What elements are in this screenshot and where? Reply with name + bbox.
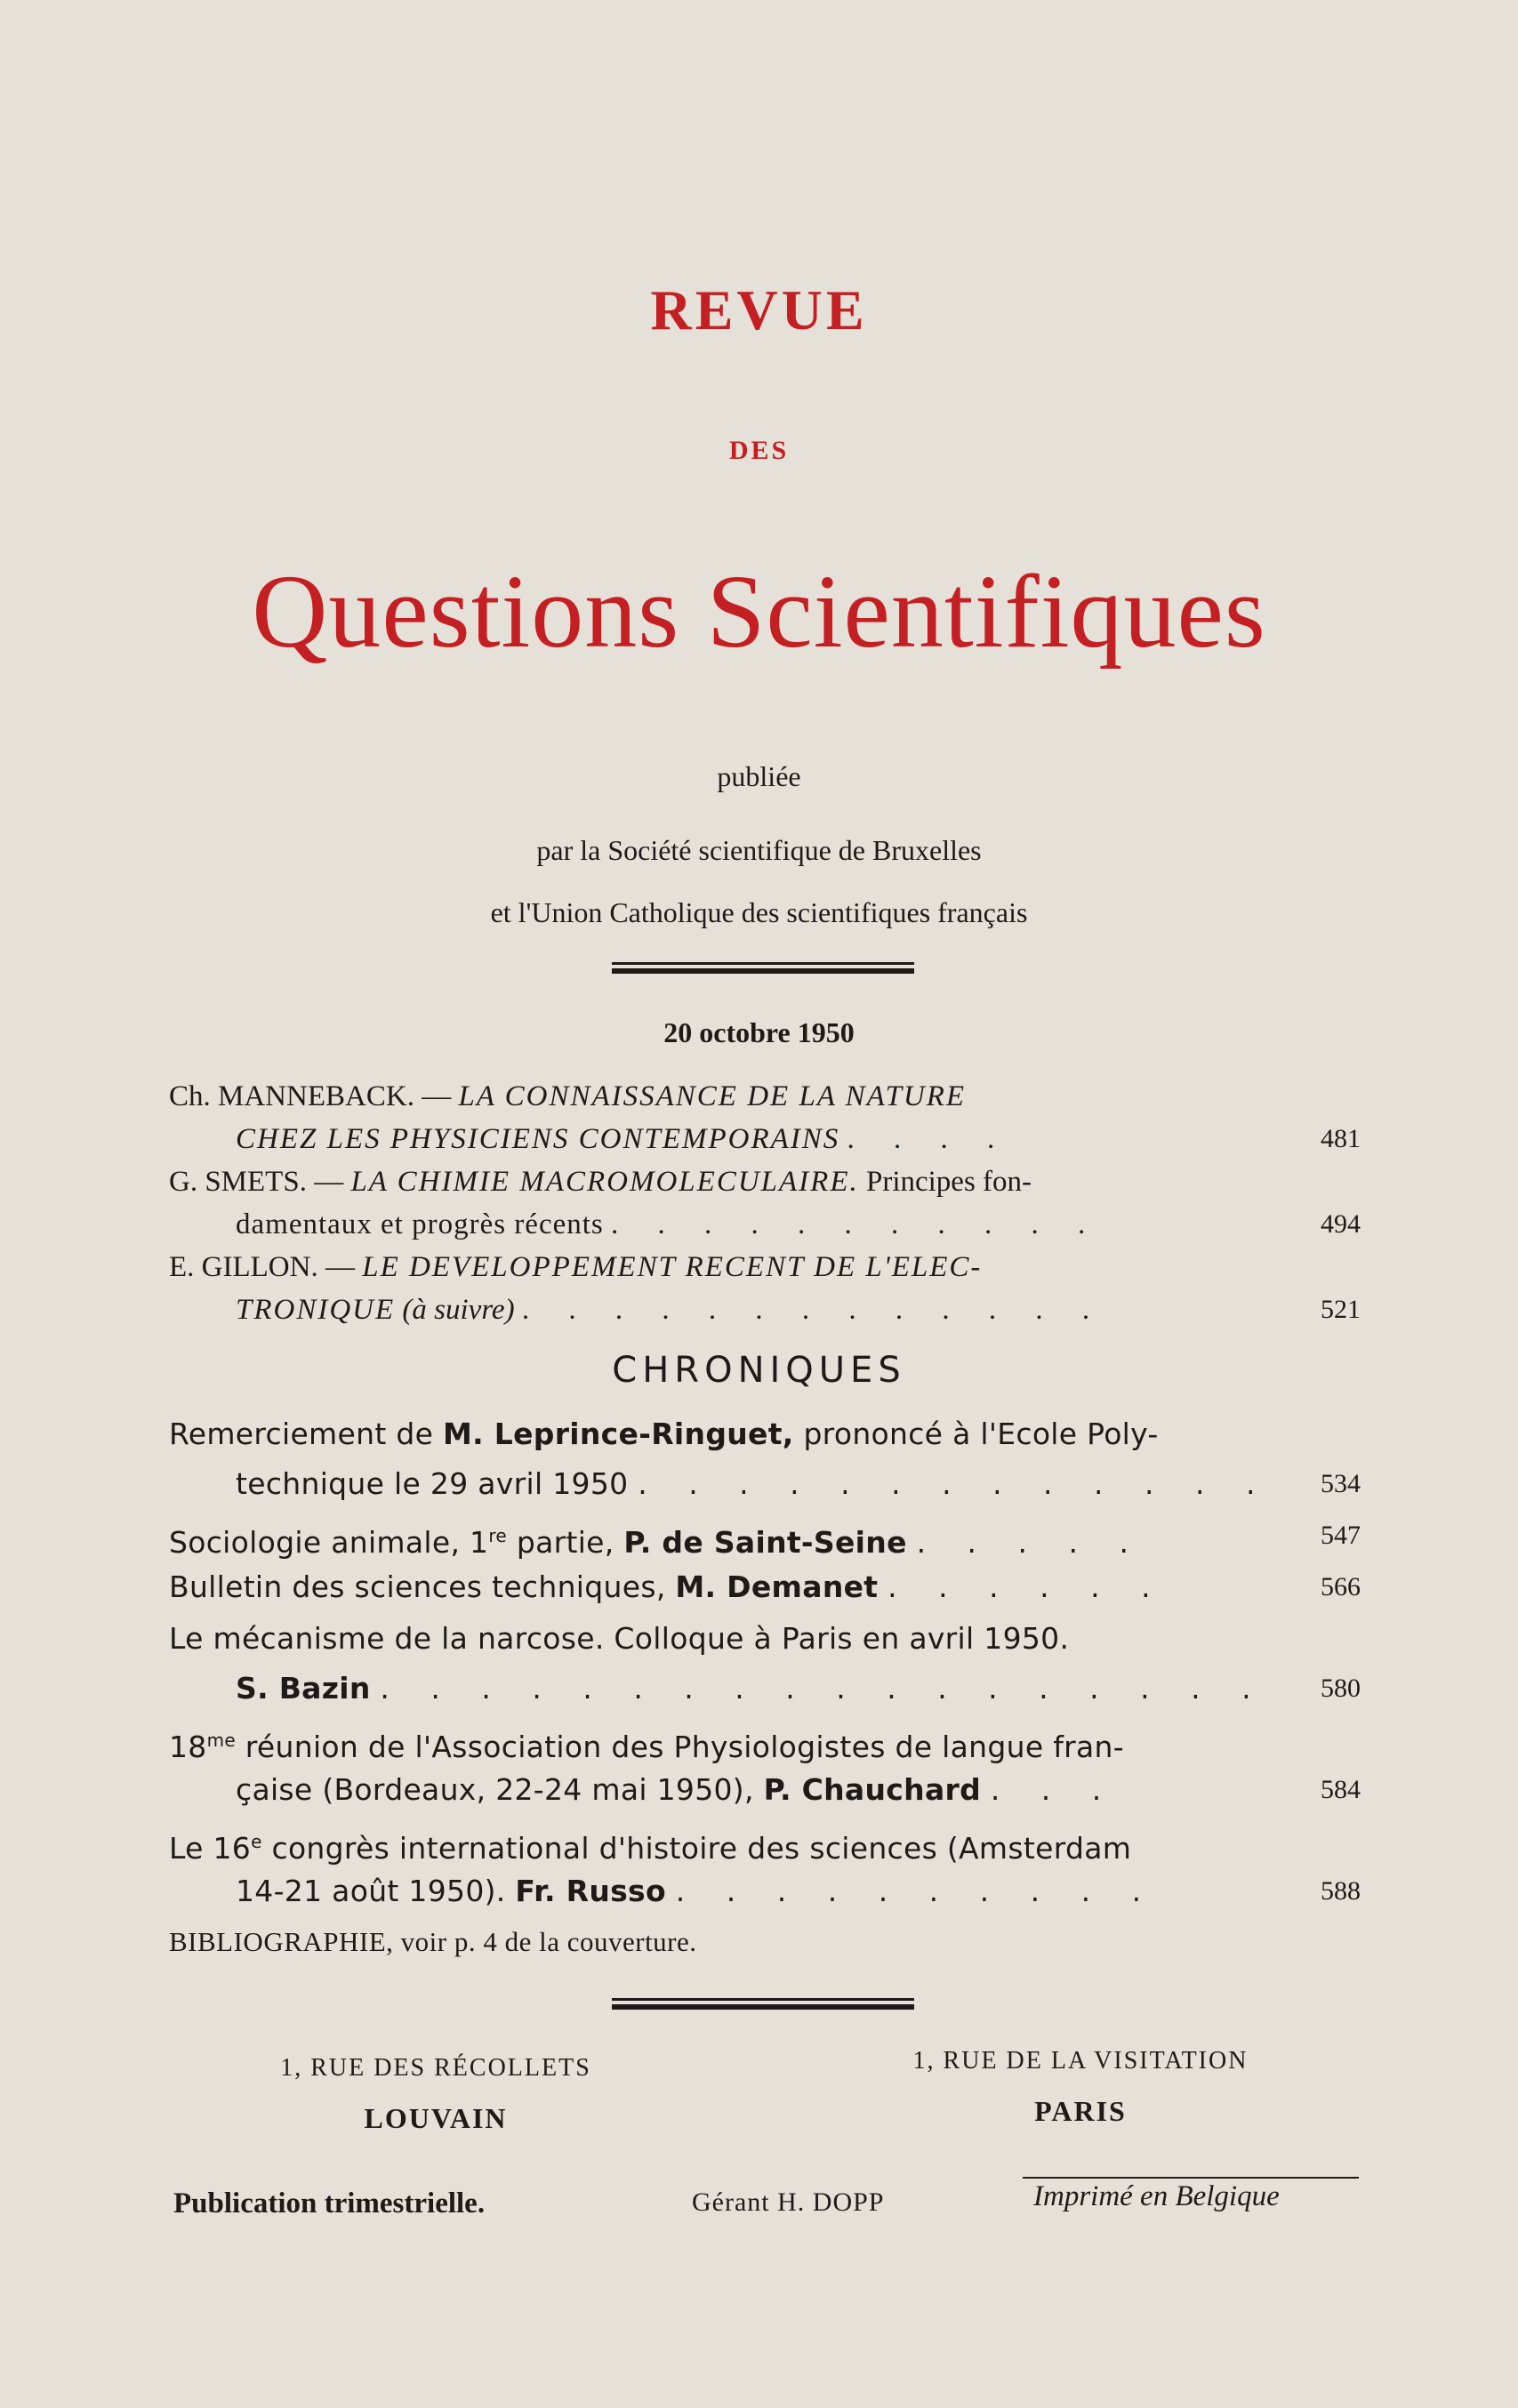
article-title-cont: TRONIQUE (236, 1294, 396, 1326)
journal-title: Questions Scientifiques (252, 553, 1266, 670)
chronique-text: Le 16 (169, 1831, 252, 1866)
chronique-author: P. Chauchard (763, 1772, 982, 1807)
article-subtitle: Principes fon- (865, 1166, 1032, 1198)
chronique-text: 18 (169, 1730, 207, 1764)
page-number: 566 (1321, 1572, 1361, 1601)
bibliographie-note: BIBLIOGRAPHIE, voir p. 4 de la couverture. (169, 1926, 697, 1957)
page-number: 481 (1321, 1124, 1361, 1153)
chronique-text: Remerciement de (169, 1417, 434, 1451)
chronique-text-cont: çaise (Bordeaux, 22-24 mai 1950), (236, 1772, 754, 1807)
publiee-text: publiée (717, 760, 801, 792)
imprime-en-belgique: Imprimé en Belgique (1033, 2180, 1280, 2212)
article-author: Ch. MANNEBACK. — (169, 1080, 452, 1112)
page-number: 580 (1321, 1674, 1361, 1703)
chronique-text-cont: technique le 29 avril 1950 (236, 1466, 629, 1501)
page-number: 534 (1321, 1469, 1361, 1498)
publication-frequency: Publication trimestrielle. (173, 2187, 486, 2219)
leader-dots: . . . . . . . . . . . . . (638, 1466, 1272, 1501)
article-title: LE DEVELOPPEMENT RECENT DE L'ELEC- (362, 1251, 983, 1283)
page-number: 547 (1321, 1521, 1361, 1550)
chronique-author: P. de Saint-Seine (623, 1525, 907, 1560)
chronique-text-cont: congrès international d'histoire des sciences (Amsterdam (271, 1831, 1132, 1866)
page-number: 584 (1321, 1775, 1361, 1804)
chronique-text: Le mécanisme de la narcose. Colloque à Paris en avril 1950. (169, 1621, 1070, 1656)
chronique-text-cont: 14-21 août 1950). (236, 1874, 506, 1908)
chroniques-heading: CHRONIQUES (612, 1350, 906, 1391)
article-title: LA CONNAISSANCE DE LA NATURE (458, 1080, 967, 1112)
chronique-author: S. Bazin (236, 1671, 371, 1706)
bottom-double-rule (612, 1998, 914, 2010)
address-city: PARIS (1034, 2095, 1127, 2127)
chronique-text: Sociologie animale, 1 (169, 1525, 489, 1560)
address-city: LOUVAIN (364, 2102, 508, 2134)
superscript: e (251, 1831, 262, 1852)
leader-dots: . . . (990, 1772, 1118, 1807)
leader-dots: . . . . . . . . . . . . . . . . . . (380, 1671, 1267, 1706)
publisher-line-1: par la Société scientifique de Bruxelles (536, 834, 982, 866)
leader-dots: . . . . . . . . . . (675, 1874, 1158, 1908)
leader-dots: . . . . . . . . . . . . . (521, 1294, 1106, 1326)
page-number: 521 (1321, 1295, 1361, 1324)
superscript: me (206, 1730, 236, 1751)
chronique-text-cont: partie, (516, 1525, 614, 1560)
address-paris (849, 2047, 1312, 2128)
page-number: 494 (1321, 1209, 1361, 1239)
leader-dots: . . . . (847, 1123, 1011, 1155)
article-author: G. SMETS. — (169, 1166, 344, 1198)
address-street: 1, RUE DE LA VISITATION (912, 2047, 1249, 2075)
leader-dots: . . . . . (916, 1525, 1145, 1560)
chronique-author: Fr. Russo (515, 1874, 666, 1908)
chronique-author: M. Demanet (675, 1569, 879, 1604)
revue-heading: REVUE (650, 278, 868, 341)
publisher-line-2: et l'Union Catholique des scientifiques français (490, 896, 1028, 928)
chronique-text-cont: prononcé à l'Ecole Poly- (803, 1417, 1159, 1451)
page-number: 588 (1321, 1876, 1361, 1906)
superscript: re (488, 1525, 508, 1546)
article-subtitle-cont: damentaux et progrès récents (236, 1208, 604, 1240)
leader-dots: . . . . . . . . . . . (611, 1208, 1102, 1240)
imprime-rule (1023, 2177, 1359, 2179)
chronique-text: Bulletin des sciences techniques, (169, 1569, 666, 1604)
issue-date: 20 octobre 1950 (663, 1016, 855, 1048)
article-title-cont: CHEZ LES PHYSICIENS CONTEMPORAINS (236, 1123, 840, 1155)
article-author: E. GILLON. — (169, 1251, 355, 1283)
top-double-rule (612, 962, 914, 974)
des-heading: DES (728, 436, 790, 465)
address-louvain (205, 2054, 667, 2135)
leader-dots: . . . . . . (888, 1569, 1167, 1604)
address-street: 1, RUE DES RÉCOLLETS (280, 2054, 591, 2082)
chronique-text-cont: réunion de l'Association des Physiologistes de langue fran- (245, 1730, 1124, 1764)
gerant: Gérant H. DOPP (692, 2187, 885, 2217)
article-title: LA CHIMIE MACROMOLECULAIRE. (350, 1166, 859, 1198)
chronique-author: M. Leprince-Ringuet, (443, 1417, 794, 1451)
article-note: (à suivre) (402, 1294, 515, 1326)
